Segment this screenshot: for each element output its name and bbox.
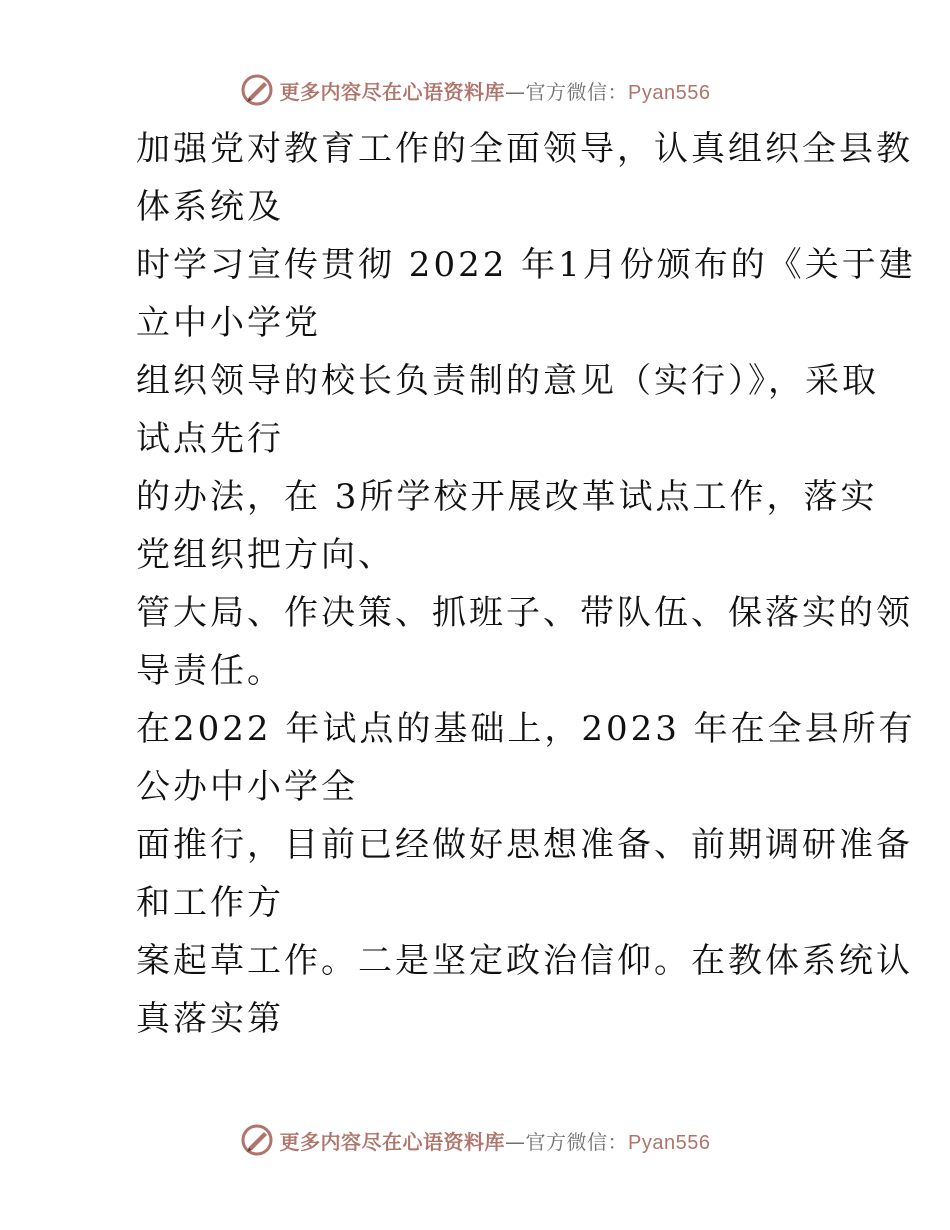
paragraph-line: 真落实第 [136, 999, 284, 1039]
paragraph-line: 管大局、作决策、抓班子、带队伍、保落实的领 [136, 593, 913, 633]
watermark-wechat-id: Pyan556 [628, 81, 711, 104]
watermark-brand: 更多内容尽在心语资料库 [279, 79, 506, 104]
paragraph-line: 加强党对教育工作的全面领导，认真组织全县教 [136, 129, 913, 169]
watermark-wechat-id: Pyan556 [628, 1131, 711, 1154]
paragraph-line: 和工作方 [136, 883, 284, 923]
watermark-text [280, 76, 711, 105]
paragraph-line: 导责任。 [136, 651, 284, 691]
paragraph-line: 的办法，在 3所学校开展改革试点工作，落实 [136, 477, 878, 517]
paragraph-line: 试点先行 [136, 419, 284, 459]
paragraph-line: 案起草工作。二是坚定政治信仰。在教体系统认 [136, 941, 913, 981]
paragraph-line: 公办中小学全 [136, 767, 358, 807]
paragraph-line: 体系统及 [136, 187, 284, 227]
quill-logo-icon [240, 1123, 274, 1157]
paragraph-line: 组织领导的校长负责制的意见（实行）》，采取 [136, 361, 879, 401]
watermark-official-label: —官方微信： [505, 79, 629, 104]
watermark-footer [0, 1120, 950, 1160]
document-body [98, 120, 916, 1048]
watermark-header [0, 70, 950, 110]
paragraph-line: 立中小学党 [136, 303, 321, 343]
paragraph-line: 党组织把方向、 [136, 535, 395, 575]
watermark-official-label: —官方微信： [505, 1129, 629, 1154]
quill-logo-icon [240, 73, 274, 107]
watermark-brand: 更多内容尽在心语资料库 [279, 1129, 506, 1154]
paragraph-line: 时学习宣传贯彻 2022 年1月份颁布的《关于建 [136, 245, 916, 285]
watermark-text [280, 1126, 711, 1155]
paragraph-line: 在2022 年试点的基础上，2023 年在全县所有 [136, 709, 916, 749]
paragraph-line: 面推行，目前已经做好思想准备、前期调研准备 [136, 825, 913, 865]
